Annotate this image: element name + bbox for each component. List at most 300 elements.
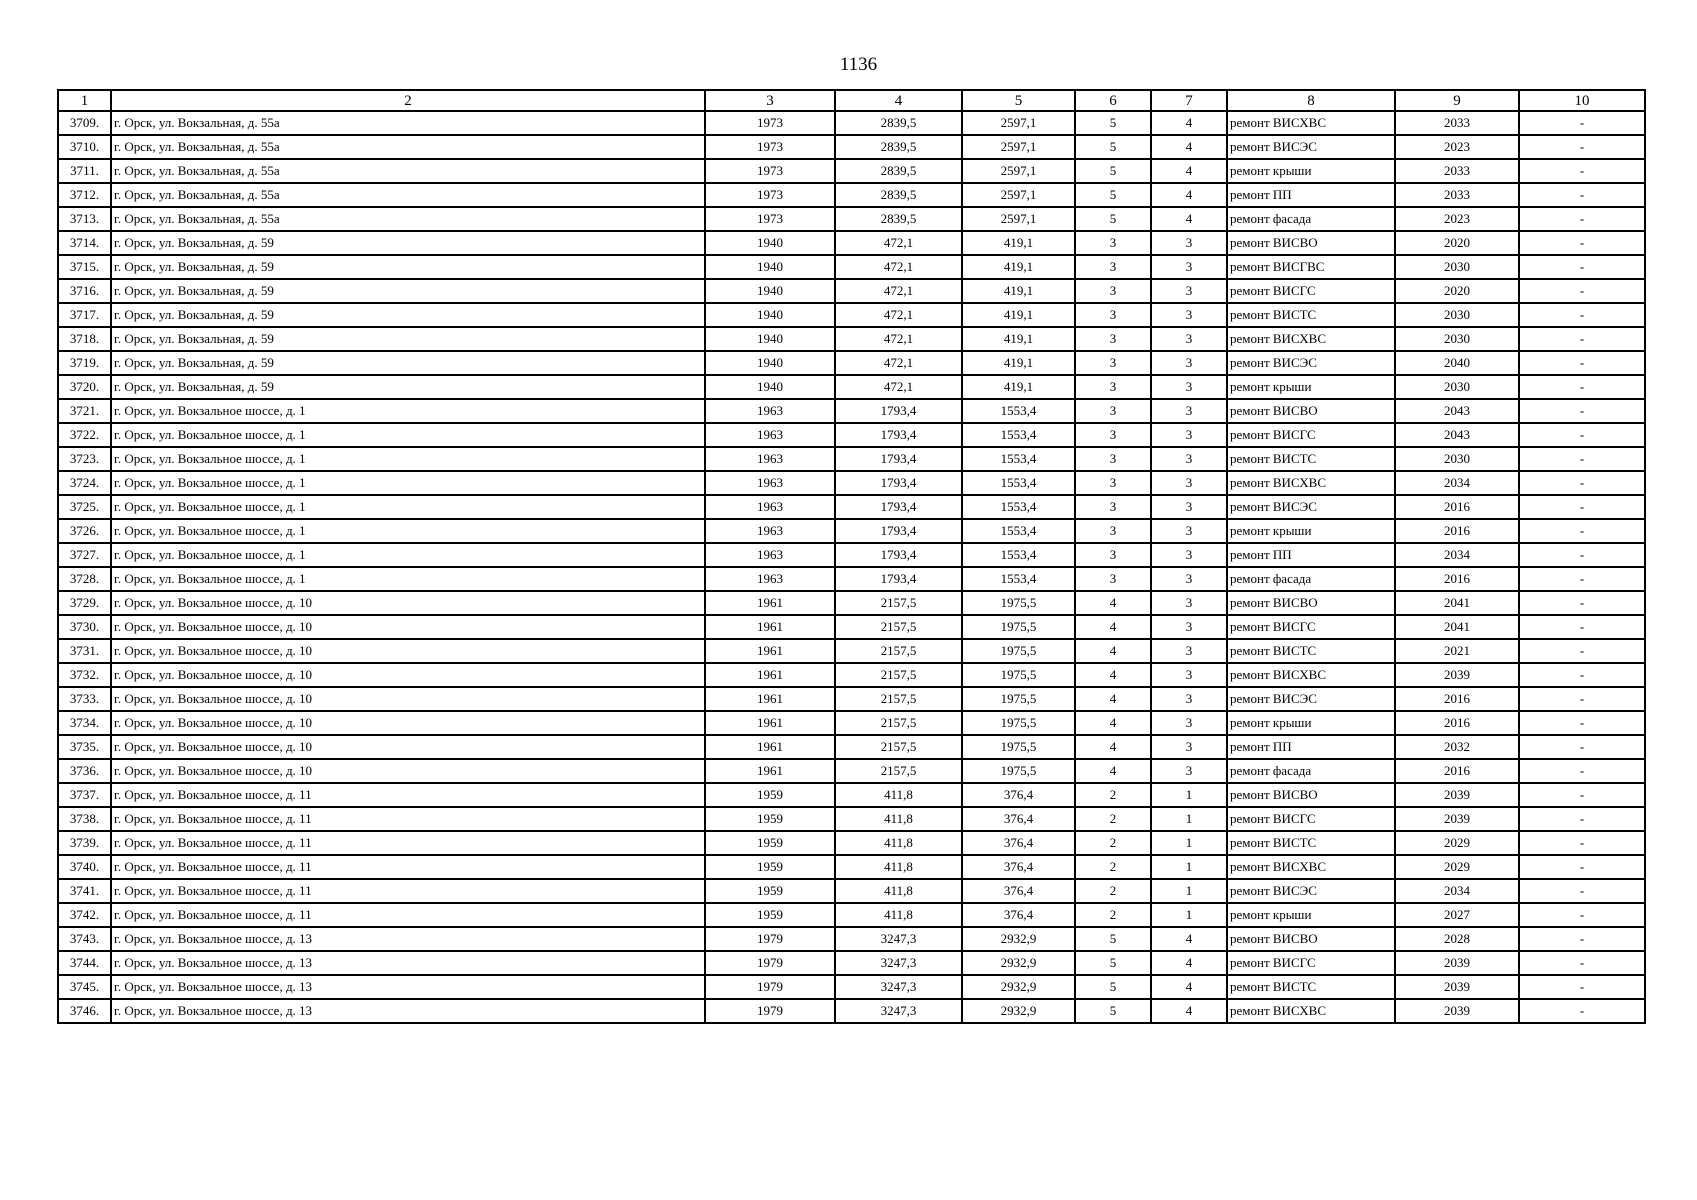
- floors-cell: 4: [1075, 735, 1151, 759]
- row-number-cell: 3731.: [58, 639, 111, 663]
- plan-year-cell: 2043: [1395, 423, 1519, 447]
- living-area-cell: 2932,9: [962, 975, 1075, 999]
- note-cell: -: [1519, 543, 1645, 567]
- table-row: [58, 783, 1645, 807]
- work-type-cell: ремонт крыши: [1227, 375, 1395, 399]
- floors-cell: 5: [1075, 183, 1151, 207]
- work-type-cell: ремонт ВИСВО: [1227, 927, 1395, 951]
- floors-cell: 4: [1075, 711, 1151, 735]
- address-cell: г. Орск, ул. Вокзальное шоссе, д. 13: [111, 999, 705, 1023]
- plan-year-cell: 2020: [1395, 279, 1519, 303]
- living-area-cell: 1975,5: [962, 711, 1075, 735]
- table-row: [58, 327, 1645, 351]
- floors-cell: 5: [1075, 207, 1151, 231]
- data-table: [57, 89, 1646, 1024]
- floors-cell: 2: [1075, 831, 1151, 855]
- row-number-cell: 3732.: [58, 663, 111, 687]
- year-cell: 1959: [705, 831, 835, 855]
- table-row: [58, 759, 1645, 783]
- living-area-cell: 1975,5: [962, 615, 1075, 639]
- floors-cell: 4: [1075, 615, 1151, 639]
- year-cell: 1961: [705, 615, 835, 639]
- living-area-cell: 1975,5: [962, 759, 1075, 783]
- plan-year-cell: 2039: [1395, 951, 1519, 975]
- address-cell: г. Орск, ул. Вокзальное шоссе, д. 11: [111, 807, 705, 831]
- floors-cell: 4: [1075, 639, 1151, 663]
- living-area-cell: 1975,5: [962, 735, 1075, 759]
- living-area-cell: 376,4: [962, 855, 1075, 879]
- row-number-cell: 3727.: [58, 543, 111, 567]
- header-cell: 4: [835, 90, 962, 111]
- total-area-cell: 2839,5: [835, 207, 962, 231]
- entrances-cell: 3: [1151, 231, 1227, 255]
- work-type-cell: ремонт ВИСТС: [1227, 447, 1395, 471]
- living-area-cell: 419,1: [962, 351, 1075, 375]
- year-cell: 1959: [705, 879, 835, 903]
- address-cell: г. Орск, ул. Вокзальное шоссе, д. 10: [111, 615, 705, 639]
- living-area-cell: 376,4: [962, 831, 1075, 855]
- plan-year-cell: 2028: [1395, 927, 1519, 951]
- note-cell: -: [1519, 447, 1645, 471]
- floors-cell: 5: [1075, 159, 1151, 183]
- living-area-cell: 419,1: [962, 231, 1075, 255]
- table-row: [58, 879, 1645, 903]
- floors-cell: 3: [1075, 447, 1151, 471]
- work-type-cell: ремонт ПП: [1227, 543, 1395, 567]
- total-area-cell: 2839,5: [835, 183, 962, 207]
- address-cell: г. Орск, ул. Вокзальная, д. 55а: [111, 135, 705, 159]
- plan-year-cell: 2040: [1395, 351, 1519, 375]
- address-cell: г. Орск, ул. Вокзальное шоссе, д. 13: [111, 927, 705, 951]
- floors-cell: 4: [1075, 687, 1151, 711]
- living-area-cell: 2597,1: [962, 111, 1075, 135]
- total-area-cell: 1793,4: [835, 567, 962, 591]
- note-cell: -: [1519, 111, 1645, 135]
- table-row: [58, 447, 1645, 471]
- floors-cell: 5: [1075, 927, 1151, 951]
- total-area-cell: 411,8: [835, 783, 962, 807]
- year-cell: 1940: [705, 255, 835, 279]
- plan-year-cell: 2034: [1395, 879, 1519, 903]
- plan-year-cell: 2030: [1395, 327, 1519, 351]
- total-area-cell: 472,1: [835, 279, 962, 303]
- note-cell: -: [1519, 735, 1645, 759]
- total-area-cell: 1793,4: [835, 495, 962, 519]
- table-row: [58, 111, 1645, 135]
- note-cell: -: [1519, 687, 1645, 711]
- table-row: [58, 711, 1645, 735]
- plan-year-cell: 2039: [1395, 999, 1519, 1023]
- address-cell: г. Орск, ул. Вокзальное шоссе, д. 1: [111, 567, 705, 591]
- total-area-cell: 411,8: [835, 855, 962, 879]
- entrances-cell: 4: [1151, 927, 1227, 951]
- table-row: [58, 255, 1645, 279]
- entrances-cell: 3: [1151, 615, 1227, 639]
- address-cell: г. Орск, ул. Вокзальное шоссе, д. 1: [111, 447, 705, 471]
- year-cell: 1961: [705, 639, 835, 663]
- entrances-cell: 3: [1151, 759, 1227, 783]
- entrances-cell: 3: [1151, 735, 1227, 759]
- work-type-cell: ремонт ВИСГС: [1227, 615, 1395, 639]
- work-type-cell: ремонт ВИСВО: [1227, 591, 1395, 615]
- work-type-cell: ремонт фасада: [1227, 207, 1395, 231]
- note-cell: -: [1519, 351, 1645, 375]
- table-row: [58, 519, 1645, 543]
- note-cell: -: [1519, 831, 1645, 855]
- total-area-cell: 1793,4: [835, 519, 962, 543]
- row-number-cell: 3723.: [58, 447, 111, 471]
- entrances-cell: 3: [1151, 639, 1227, 663]
- address-cell: г. Орск, ул. Вокзальное шоссе, д. 1: [111, 519, 705, 543]
- plan-year-cell: 2021: [1395, 639, 1519, 663]
- note-cell: -: [1519, 783, 1645, 807]
- work-type-cell: ремонт ВИСХВС: [1227, 471, 1395, 495]
- living-area-cell: 419,1: [962, 375, 1075, 399]
- year-cell: 1961: [705, 711, 835, 735]
- entrances-cell: 3: [1151, 303, 1227, 327]
- table-body: [58, 90, 1645, 1023]
- total-area-cell: 2157,5: [835, 663, 962, 687]
- note-cell: -: [1519, 279, 1645, 303]
- plan-year-cell: 2033: [1395, 183, 1519, 207]
- floors-cell: 2: [1075, 855, 1151, 879]
- living-area-cell: 1975,5: [962, 663, 1075, 687]
- address-cell: г. Орск, ул. Вокзальная, д. 55а: [111, 111, 705, 135]
- total-area-cell: 1793,4: [835, 447, 962, 471]
- entrances-cell: 3: [1151, 567, 1227, 591]
- entrances-cell: 3: [1151, 255, 1227, 279]
- row-number-cell: 3725.: [58, 495, 111, 519]
- row-number-cell: 3738.: [58, 807, 111, 831]
- table-header-row: [58, 90, 1645, 111]
- total-area-cell: 472,1: [835, 375, 962, 399]
- table-row: [58, 231, 1645, 255]
- table-row: [58, 423, 1645, 447]
- address-cell: г. Орск, ул. Вокзальная, д. 59: [111, 279, 705, 303]
- plan-year-cell: 2030: [1395, 303, 1519, 327]
- row-number-cell: 3716.: [58, 279, 111, 303]
- floors-cell: 3: [1075, 231, 1151, 255]
- address-cell: г. Орск, ул. Вокзальное шоссе, д. 1: [111, 423, 705, 447]
- row-number-cell: 3739.: [58, 831, 111, 855]
- plan-year-cell: 2039: [1395, 783, 1519, 807]
- floors-cell: 3: [1075, 303, 1151, 327]
- plan-year-cell: 2016: [1395, 687, 1519, 711]
- work-type-cell: ремонт ВИСГВС: [1227, 255, 1395, 279]
- living-area-cell: 376,4: [962, 903, 1075, 927]
- floors-cell: 3: [1075, 423, 1151, 447]
- living-area-cell: 1975,5: [962, 687, 1075, 711]
- row-number-cell: 3713.: [58, 207, 111, 231]
- floors-cell: 2: [1075, 879, 1151, 903]
- year-cell: 1979: [705, 999, 835, 1023]
- year-cell: 1963: [705, 471, 835, 495]
- floors-cell: 2: [1075, 903, 1151, 927]
- table-row: [58, 495, 1645, 519]
- work-type-cell: ремонт крыши: [1227, 903, 1395, 927]
- note-cell: -: [1519, 255, 1645, 279]
- address-cell: г. Орск, ул. Вокзальное шоссе, д. 13: [111, 951, 705, 975]
- total-area-cell: 3247,3: [835, 999, 962, 1023]
- total-area-cell: 1793,4: [835, 543, 962, 567]
- total-area-cell: 2157,5: [835, 639, 962, 663]
- note-cell: -: [1519, 759, 1645, 783]
- living-area-cell: 2932,9: [962, 951, 1075, 975]
- entrances-cell: 1: [1151, 831, 1227, 855]
- plan-year-cell: 2016: [1395, 567, 1519, 591]
- address-cell: г. Орск, ул. Вокзальное шоссе, д. 10: [111, 687, 705, 711]
- address-cell: г. Орск, ул. Вокзальная, д. 55а: [111, 159, 705, 183]
- total-area-cell: 1793,4: [835, 399, 962, 423]
- row-number-cell: 3724.: [58, 471, 111, 495]
- entrances-cell: 3: [1151, 519, 1227, 543]
- year-cell: 1940: [705, 351, 835, 375]
- total-area-cell: 3247,3: [835, 951, 962, 975]
- total-area-cell: 472,1: [835, 255, 962, 279]
- year-cell: 1961: [705, 591, 835, 615]
- note-cell: -: [1519, 855, 1645, 879]
- row-number-cell: 3735.: [58, 735, 111, 759]
- living-area-cell: 1553,4: [962, 543, 1075, 567]
- work-type-cell: ремонт ВИСВО: [1227, 399, 1395, 423]
- living-area-cell: 1975,5: [962, 639, 1075, 663]
- living-area-cell: 1553,4: [962, 567, 1075, 591]
- row-number-cell: 3718.: [58, 327, 111, 351]
- note-cell: -: [1519, 207, 1645, 231]
- address-cell: г. Орск, ул. Вокзальное шоссе, д. 1: [111, 399, 705, 423]
- plan-year-cell: 2034: [1395, 471, 1519, 495]
- note-cell: -: [1519, 231, 1645, 255]
- table-row: [58, 687, 1645, 711]
- address-cell: г. Орск, ул. Вокзальная, д. 59: [111, 255, 705, 279]
- plan-year-cell: 2041: [1395, 615, 1519, 639]
- living-area-cell: 2597,1: [962, 183, 1075, 207]
- note-cell: -: [1519, 399, 1645, 423]
- plan-year-cell: 2029: [1395, 831, 1519, 855]
- note-cell: -: [1519, 303, 1645, 327]
- floors-cell: 3: [1075, 567, 1151, 591]
- entrances-cell: 3: [1151, 423, 1227, 447]
- plan-year-cell: 2033: [1395, 111, 1519, 135]
- entrances-cell: 3: [1151, 687, 1227, 711]
- note-cell: -: [1519, 591, 1645, 615]
- total-area-cell: 1793,4: [835, 471, 962, 495]
- header-cell: 9: [1395, 90, 1519, 111]
- entrances-cell: 1: [1151, 903, 1227, 927]
- row-number-cell: 3712.: [58, 183, 111, 207]
- year-cell: 1961: [705, 759, 835, 783]
- row-number-cell: 3721.: [58, 399, 111, 423]
- address-cell: г. Орск, ул. Вокзальная, д. 59: [111, 231, 705, 255]
- work-type-cell: ремонт ВИСТС: [1227, 639, 1395, 663]
- entrances-cell: 3: [1151, 591, 1227, 615]
- plan-year-cell: 2023: [1395, 207, 1519, 231]
- entrances-cell: 4: [1151, 951, 1227, 975]
- work-type-cell: ремонт ВИСГС: [1227, 279, 1395, 303]
- floors-cell: 2: [1075, 783, 1151, 807]
- address-cell: г. Орск, ул. Вокзальное шоссе, д. 11: [111, 831, 705, 855]
- work-type-cell: ремонт ВИСВО: [1227, 231, 1395, 255]
- work-type-cell: ремонт ВИСЭС: [1227, 687, 1395, 711]
- work-type-cell: ремонт крыши: [1227, 519, 1395, 543]
- year-cell: 1959: [705, 807, 835, 831]
- work-type-cell: ремонт ВИСЭС: [1227, 495, 1395, 519]
- total-area-cell: 2157,5: [835, 591, 962, 615]
- plan-year-cell: 2016: [1395, 519, 1519, 543]
- table-row: [58, 399, 1645, 423]
- table-row: [58, 663, 1645, 687]
- living-area-cell: 1553,4: [962, 471, 1075, 495]
- table-row: [58, 735, 1645, 759]
- address-cell: г. Орск, ул. Вокзальная, д. 59: [111, 375, 705, 399]
- address-cell: г. Орск, ул. Вокзальная, д. 59: [111, 327, 705, 351]
- floors-cell: 5: [1075, 135, 1151, 159]
- address-cell: г. Орск, ул. Вокзальная, д. 55а: [111, 207, 705, 231]
- work-type-cell: ремонт фасада: [1227, 567, 1395, 591]
- year-cell: 1959: [705, 903, 835, 927]
- table-row: [58, 903, 1645, 927]
- table-row: [58, 183, 1645, 207]
- note-cell: -: [1519, 951, 1645, 975]
- address-cell: г. Орск, ул. Вокзальное шоссе, д. 10: [111, 735, 705, 759]
- year-cell: 1973: [705, 135, 835, 159]
- entrances-cell: 4: [1151, 183, 1227, 207]
- note-cell: -: [1519, 615, 1645, 639]
- row-number-cell: 3730.: [58, 615, 111, 639]
- year-cell: 1973: [705, 159, 835, 183]
- entrances-cell: 3: [1151, 663, 1227, 687]
- page-number: 1136: [839, 54, 878, 75]
- note-cell: -: [1519, 159, 1645, 183]
- table-row: [58, 375, 1645, 399]
- floors-cell: 3: [1075, 255, 1151, 279]
- total-area-cell: 3247,3: [835, 927, 962, 951]
- floors-cell: 5: [1075, 951, 1151, 975]
- year-cell: 1963: [705, 399, 835, 423]
- living-area-cell: 1553,4: [962, 423, 1075, 447]
- total-area-cell: 1793,4: [835, 423, 962, 447]
- plan-year-cell: 2016: [1395, 711, 1519, 735]
- entrances-cell: 1: [1151, 855, 1227, 879]
- note-cell: -: [1519, 807, 1645, 831]
- total-area-cell: 472,1: [835, 303, 962, 327]
- plan-year-cell: 2033: [1395, 159, 1519, 183]
- row-number-cell: 3717.: [58, 303, 111, 327]
- table-row: [58, 855, 1645, 879]
- floors-cell: 3: [1075, 399, 1151, 423]
- work-type-cell: ремонт ВИСХВС: [1227, 663, 1395, 687]
- table-row: [58, 975, 1645, 999]
- work-type-cell: ремонт крыши: [1227, 711, 1395, 735]
- living-area-cell: 2597,1: [962, 135, 1075, 159]
- table-row: [58, 807, 1645, 831]
- work-type-cell: ремонт ВИСТС: [1227, 831, 1395, 855]
- total-area-cell: 411,8: [835, 807, 962, 831]
- plan-year-cell: 2016: [1395, 759, 1519, 783]
- header-cell: 7: [1151, 90, 1227, 111]
- plan-year-cell: 2039: [1395, 663, 1519, 687]
- row-number-cell: 3711.: [58, 159, 111, 183]
- year-cell: 1963: [705, 423, 835, 447]
- floors-cell: 3: [1075, 519, 1151, 543]
- note-cell: -: [1519, 423, 1645, 447]
- year-cell: 1961: [705, 663, 835, 687]
- address-cell: г. Орск, ул. Вокзальное шоссе, д. 11: [111, 855, 705, 879]
- work-type-cell: ремонт ВИСЭС: [1227, 351, 1395, 375]
- plan-year-cell: 2034: [1395, 543, 1519, 567]
- plan-year-cell: 2027: [1395, 903, 1519, 927]
- living-area-cell: 1553,4: [962, 495, 1075, 519]
- floors-cell: 2: [1075, 807, 1151, 831]
- table-row: [58, 543, 1645, 567]
- entrances-cell: 4: [1151, 135, 1227, 159]
- note-cell: -: [1519, 519, 1645, 543]
- living-area-cell: 376,4: [962, 879, 1075, 903]
- entrances-cell: 3: [1151, 495, 1227, 519]
- work-type-cell: ремонт ВИСЭС: [1227, 135, 1395, 159]
- floors-cell: 5: [1075, 999, 1151, 1023]
- work-type-cell: ремонт ВИСХВС: [1227, 999, 1395, 1023]
- table-row: [58, 351, 1645, 375]
- entrances-cell: 3: [1151, 375, 1227, 399]
- entrances-cell: 4: [1151, 207, 1227, 231]
- address-cell: г. Орск, ул. Вокзальное шоссе, д. 11: [111, 903, 705, 927]
- header-cell: 6: [1075, 90, 1151, 111]
- row-number-cell: 3728.: [58, 567, 111, 591]
- living-area-cell: 1553,4: [962, 399, 1075, 423]
- work-type-cell: ремонт ВИСХВС: [1227, 327, 1395, 351]
- year-cell: 1959: [705, 783, 835, 807]
- year-cell: 1963: [705, 567, 835, 591]
- total-area-cell: 2839,5: [835, 111, 962, 135]
- address-cell: г. Орск, ул. Вокзальное шоссе, д. 11: [111, 783, 705, 807]
- row-number-cell: 3745.: [58, 975, 111, 999]
- work-type-cell: ремонт ВИСХВС: [1227, 111, 1395, 135]
- entrances-cell: 1: [1151, 783, 1227, 807]
- entrances-cell: 3: [1151, 543, 1227, 567]
- floors-cell: 4: [1075, 759, 1151, 783]
- work-type-cell: ремонт ПП: [1227, 735, 1395, 759]
- address-cell: г. Орск, ул. Вокзальное шоссе, д. 11: [111, 879, 705, 903]
- note-cell: -: [1519, 135, 1645, 159]
- address-cell: г. Орск, ул. Вокзальное шоссе, д. 1: [111, 471, 705, 495]
- living-area-cell: 2932,9: [962, 999, 1075, 1023]
- floors-cell: 3: [1075, 495, 1151, 519]
- year-cell: 1963: [705, 543, 835, 567]
- total-area-cell: 411,8: [835, 879, 962, 903]
- header-cell: 1: [58, 90, 111, 111]
- note-cell: -: [1519, 927, 1645, 951]
- header-cell: 8: [1227, 90, 1395, 111]
- address-cell: г. Орск, ул. Вокзальная, д. 59: [111, 351, 705, 375]
- row-number-cell: 3736.: [58, 759, 111, 783]
- living-area-cell: 1553,4: [962, 519, 1075, 543]
- row-number-cell: 3710.: [58, 135, 111, 159]
- work-type-cell: ремонт ВИСГС: [1227, 423, 1395, 447]
- entrances-cell: 3: [1151, 279, 1227, 303]
- entrances-cell: 4: [1151, 159, 1227, 183]
- note-cell: -: [1519, 663, 1645, 687]
- total-area-cell: 2839,5: [835, 135, 962, 159]
- address-cell: г. Орск, ул. Вокзальное шоссе, д. 10: [111, 639, 705, 663]
- note-cell: -: [1519, 327, 1645, 351]
- note-cell: -: [1519, 711, 1645, 735]
- address-cell: г. Орск, ул. Вокзальное шоссе, д. 13: [111, 975, 705, 999]
- living-area-cell: 1553,4: [962, 447, 1075, 471]
- address-cell: г. Орск, ул. Вокзальное шоссе, д. 10: [111, 711, 705, 735]
- entrances-cell: 4: [1151, 975, 1227, 999]
- plan-year-cell: 2016: [1395, 495, 1519, 519]
